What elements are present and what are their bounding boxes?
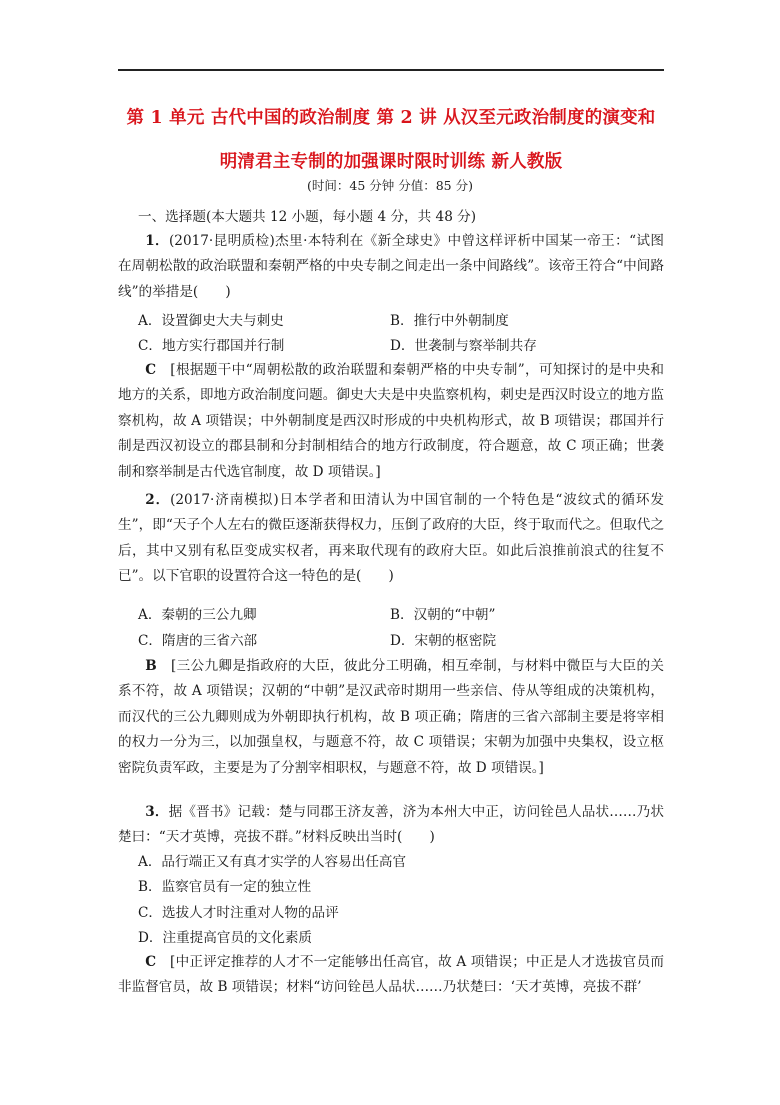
option-d: D．宋朝的枢密院 — [390, 633, 497, 649]
question-stem: 3．据《晋书》记载：楚与同郡王济友善，济为本州大中正，访问铨邑人品状……乃状楚曰：“天才英博，亮拔不群。”材料反映出当时( ) — [118, 804, 665, 846]
question-number: 2． — [145, 492, 171, 508]
option-b: B．监察官员有一定的独立性 — [138, 879, 312, 895]
question-number: 1． — [145, 233, 169, 249]
question-stem: 2．(2017·济南模拟)日本学者和田清认为中国官制的一个特色是“波纹式的循环发生”，即“天子个人左右的微臣逐渐获得权力，压倒了政府的大臣，终于取而代之。但取代之后，其中又别有私臣变成实权者，再来取代现有的政府大臣。如此后浪推前浪式的往复不已”。以下官职的设置符合这一特色的是( ) — [118, 492, 664, 585]
question-stem: 1．(2017·昆明质检)杰里·本特利在《新全球史》中曾这样评析中国某一帝王：“试图在周朝松散的政治联盟和秦朝严格的中央专制之间走出一条中间路线”。该帝王符合“中间路线”的举措是( ) — [118, 233, 664, 300]
answer-letter: C — [145, 362, 157, 378]
top-rule — [118, 69, 664, 71]
question-2 — [118, 488, 664, 590]
answer-2 — [118, 654, 664, 781]
question-3 — [118, 800, 664, 851]
option-d: D．注重提高官员的文化素质 — [138, 930, 313, 946]
exam-meta: (时间：45 分钟 分值：85 分) — [307, 178, 473, 193]
answer-1 — [118, 358, 664, 485]
doc-title-line-2: 明清君主专制的加强课时限时训练 新人教版 — [219, 152, 563, 172]
answer-letter: B — [145, 658, 157, 674]
answer-explanation: C [中正评定推荐的人才不一定能够出任高官，故 A 项错误；中正是人才选拔官员而非监督官员，故 B 项错误；材料“访问铨邑人品状……乃状楚曰：‘天才英博，亮拔不群’ — [118, 954, 664, 996]
option-c: C．隋唐的三省六部 — [138, 633, 258, 649]
answer-letter: C — [145, 954, 157, 970]
option-b: B．推行中外朝制度 — [390, 313, 509, 329]
option-b: B．汉朝的“中朝” — [390, 607, 496, 623]
option-a: A．品行端正又有真才实学的人容易出任高官 — [138, 854, 407, 870]
answer-3 — [118, 950, 664, 1001]
doc-title-line-1: 第 1 单元 古代中国的政治制度 第 2 讲 从汉至元政治制度的演变和 — [126, 108, 656, 128]
section-heading: 一、选择题(本大题共 12 小题，每小题 4 分，共 48 分) — [138, 209, 477, 225]
option-c: C．地方实行郡国并行制 — [138, 338, 285, 354]
question-1 — [118, 229, 664, 305]
option-d: D．世袭制与察举制共存 — [390, 338, 537, 354]
option-c: C．选拔人才时注重对人物的品评 — [138, 905, 339, 921]
question-number: 3． — [145, 804, 169, 820]
answer-explanation: B [三公九卿是指政府的大臣，彼此分工明确，相互牵制，与材料中微臣与大臣的关系不符，故 A 项错误；汉朝的“中朝”是汉武帝时期用一些亲信、侍从等组成的决策机构，而汉代的三公九卿则成为外朝即执行机构，故 B 项正确；隋唐的三省六部制主要是将宰相的权力一分为三，以加强皇权，与题意不符，故 C 项错误；宋朝为加强中央集权，设立枢密院负责军政，主要是为了分割宰相职权，与题意不符，故 D 项错误。] — [118, 658, 664, 776]
option-a: A．设置御史大夫与刺史 — [138, 313, 284, 329]
answer-explanation: C [根据题干中“周朝松散的政治联盟和秦朝严格的中央专制”，可知探讨的是中央和地方的关系，即地方政治制度问题。御史大夫是中央监察机构，刺史是西汉时设立的地方监察机构，故 A 项错误；中外朝制度是西汉时形成的中央机构形式，故 B 项错误；郡国并行制是西汉初设立的郡县制和分封制相结合的地方行政制度，符合题意，故 C 项正确；世袭制和察举制是古代选官制度，故 D 项错误。] — [118, 362, 664, 480]
option-a: A．秦朝的三公九卿 — [138, 607, 257, 623]
